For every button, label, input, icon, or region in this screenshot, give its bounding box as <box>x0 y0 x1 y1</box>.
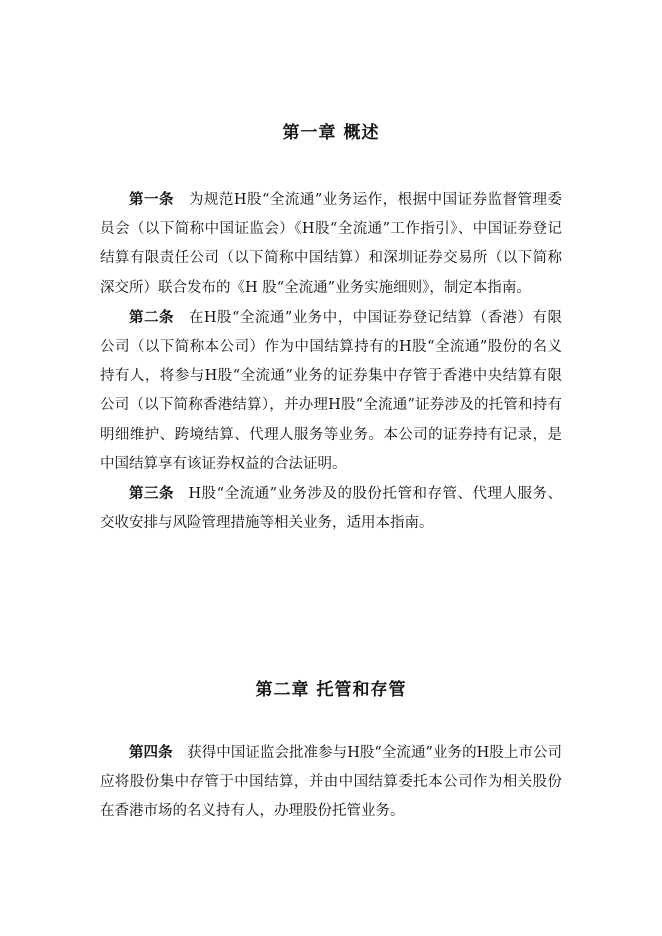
article-1-text: 为规范H股“全流通”业务运作，根据中国证券监督管理委员会（以下简称中国证监会）《H股“全流通”工作指引》、中国证券登记结算有限责任公司（以下简称中国结算）和深圳证券交易所（以下简称深交所）联合发布的《H 股“全流通”业务实施细则》，制定本指南。 <box>100 192 563 296</box>
article-2-label: 第二条 <box>129 308 174 326</box>
article-1 <box>100 185 562 303</box>
article-4-label: 第四条 <box>129 744 173 761</box>
chapter-1-body <box>100 185 562 538</box>
chapter-1-title: 第一章 概述 <box>282 123 380 143</box>
article-3 <box>100 479 562 538</box>
article-4-text: 获得中国证监会批准参与H股“全流通”业务的H股上市公司应将股份集中存管于中国结算，并由中国结算委托本公司作为相关股份在香港市场的名义持有人，办理股份托管业务。 <box>100 745 562 820</box>
chapter-2-body <box>100 738 562 827</box>
article-2 <box>100 303 562 479</box>
article-4 <box>100 738 562 827</box>
chapter-2-title: 第二章 托管和存管 <box>255 680 407 700</box>
article-1-label: 第一条 <box>129 191 174 208</box>
article-3-text: H股“全流通”业务涉及的股份托管和存管、代理人服务、交收安排与风险管理措施等相关业务，适用本指南。 <box>100 486 563 532</box>
article-3-label: 第三条 <box>129 485 175 503</box>
article-2-text: 在H股“全流通”业务中，中国证券登记结算（香港）有限公司（以下简称本公司）作为中国结算持有的H股“全流通”股份的名义持有人，将参与H股“全流通”业务的证券集中存管于香港中央结算有限公司（以下简称香港结算），并办理H股“全流通”证券涉及的托管和持有明细维护、跨境结算、代理人服务等业务。本公司的证券持有记录，是中国结算享有该证券权益的合法证明。 <box>100 309 563 472</box>
